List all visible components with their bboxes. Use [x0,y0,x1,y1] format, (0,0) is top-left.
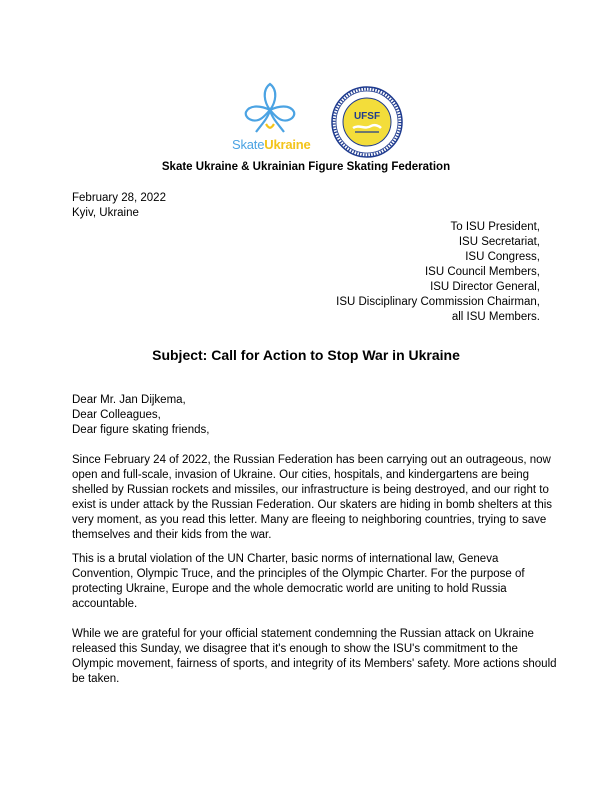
recipient-line: ISU Secretariat, [458,236,540,248]
recipient-line: ISU Disciplinary Commission Chairman, [336,296,540,308]
paragraph-line: Olympic movement, fairness of sports, and integrity of its Members' safety. More actions should [72,658,557,670]
recipient-line: ISU Congress, [465,251,540,263]
date-place-block [72,191,166,221]
paragraph-line: This is a brutal violation of the UN Charter, basic norms of international law, Geneva [72,553,499,565]
paragraph-line: exist is under attack by the Russian Federation. Our skaters are hiding in bomb shelters at this [72,499,553,511]
ufsf-seal-icon [331,86,403,158]
salutation-line: Dear figure skating friends, [72,424,210,436]
recipient-line: all ISU Members. [451,311,540,323]
ufsf-seal-text: UFSF [353,111,381,122]
paragraph-line: themselves and their kids from the war. [72,529,272,541]
paragraph-line: shelled by Russian rockets and missiles, our infrastructure is being destroyed, and our right to [72,484,549,496]
body-paragraph [72,552,540,612]
paragraph-line: protecting Ukraine, Europe and the whole democratic world are uniting to hold Russia [72,583,507,595]
paragraph-line: Convention, Olympic Truce, and the principles of the Olympic Charter. For the purpose of [72,568,525,580]
organizations-heading: Skate Ukraine & Ukrainian Figure Skating Federation [161,161,451,173]
paragraph-line: released this Sunday, we disagree that it's enough to show the ISU's commitment to the [72,643,518,655]
letter-subject: Subject: Call for Action to Stop War in Ukraine [152,347,460,363]
salutation-line: Dear Mr. Jan Dijkema, [72,394,186,406]
wordmark-ukraine: Ukraine [264,137,311,152]
recipients-block [336,220,540,325]
paragraph-line: be taken. [72,673,120,685]
salutation-block [72,393,209,438]
paragraph-line: Since February 24 of 2022, the Russian Federation has been carrying out an outrageous, now [72,454,551,466]
recipient-line: To ISU President, [450,221,540,233]
paragraph-line: open and full-scale, invasion of Ukraine. Our cities, hospitals, and kindergartens are being [72,469,530,481]
letter-date: February 28, 2022 [72,192,166,204]
recipient-line: ISU Council Members, [424,266,540,278]
recipient-line: ISU Director General, [430,281,540,293]
salutation-line: Dear Colleagues, [72,409,161,421]
body-paragraph [72,627,557,687]
skate-ukraine-logo [232,80,311,158]
wordmark-skate: Skate [232,137,265,152]
letter-place: Kyiv, Ukraine [72,207,139,219]
paragraph-line: accountable. [72,598,138,610]
skate-ukraine-wordmark [232,137,311,152]
skate-ukraine-emblem-icon [232,80,308,136]
paragraph-line: While we are grateful for your official statement condemning the Russian attack on Ukraine [72,628,534,640]
ufsf-seal-logo [331,86,403,158]
paragraph-line: very moment, as you read this letter. Many are fleeing to neighboring countries, trying to save [72,514,547,526]
body-paragraph [72,453,553,543]
